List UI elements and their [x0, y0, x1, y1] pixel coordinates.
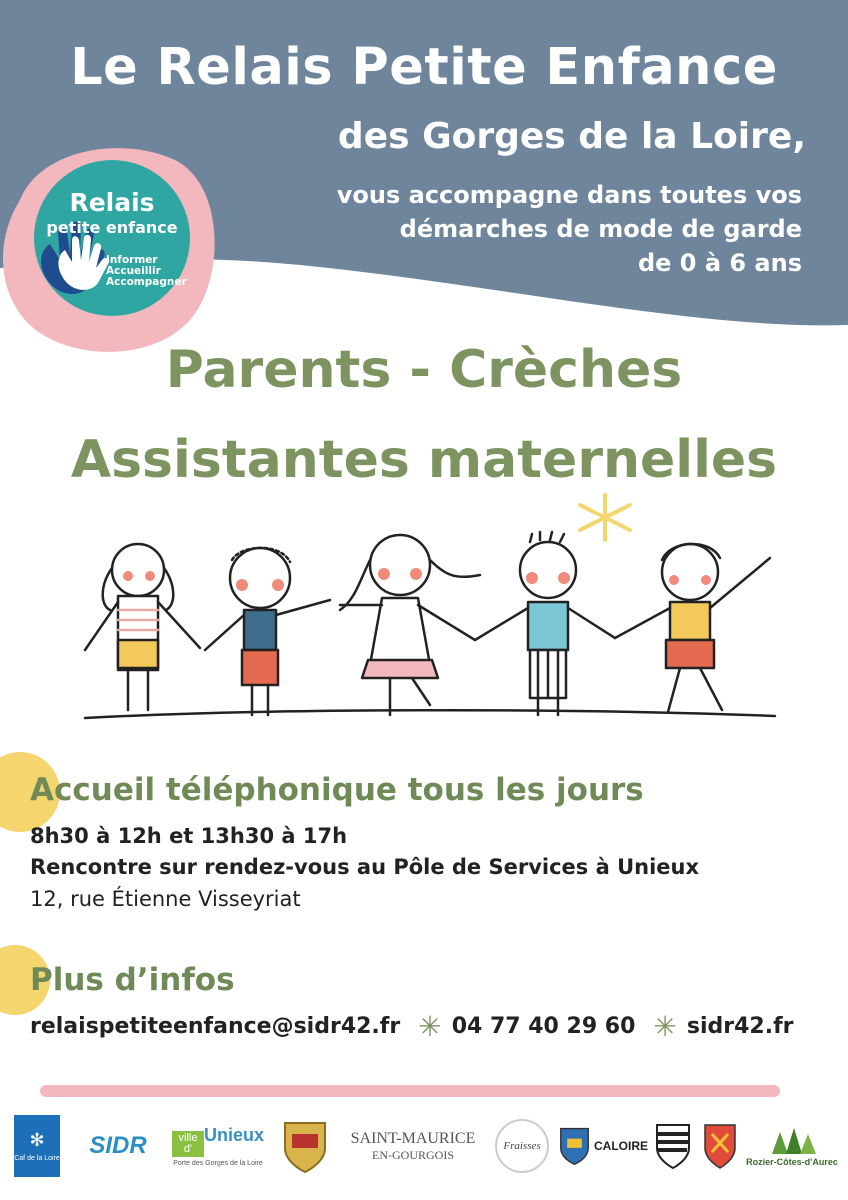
contact-row [30, 1010, 794, 1043]
shield-icon [654, 1122, 692, 1170]
child-figure [475, 532, 615, 715]
audience-line1: Parents - Crèches [165, 340, 683, 400]
relais-logo [0, 140, 230, 360]
partner-logos [0, 1115, 848, 1185]
divider-bar [40, 1085, 780, 1097]
trees-icon [762, 1126, 822, 1156]
shield-icon [702, 1122, 738, 1170]
logo-tag-line: Accueillir [106, 265, 161, 277]
asterisk-icon: ✳ [418, 1010, 442, 1043]
reception-address: 12, rue Étienne Visseyriat [30, 887, 301, 911]
aboen-logo [652, 1115, 694, 1177]
rozier-logo: Rozier-Côtes-d'Aurec [742, 1115, 842, 1177]
sidr-logo: SIDR [89, 1132, 147, 1159]
subtitle-line: démarches de mode de garde [399, 215, 802, 243]
child-figure [85, 544, 200, 710]
unieux-logo: ville d' Unieux Porte des Gorges de la Loire [173, 1124, 264, 1167]
phone-link[interactable]: 04 77 40 29 60 [451, 1014, 636, 1039]
info-title: Plus d’infos [30, 962, 235, 998]
shield-logo [700, 1115, 740, 1177]
header-subtitle [337, 178, 802, 280]
child-figure [615, 544, 770, 712]
main-title-line2: des Gorges de la Loire, [337, 116, 806, 157]
subtitle-line: de 0 à 6 ans [637, 249, 802, 277]
logo-title: Relais [69, 188, 155, 217]
logo-tag-line: Informer [106, 254, 158, 266]
main-title: Le Relais Petite Enfance [70, 38, 778, 97]
saint-maurice-logo: SAINT-MAURICE EN-GOURGOIS [350, 1130, 476, 1162]
sun-sparkle-icon [580, 495, 630, 540]
email-link[interactable]: relaispetiteenfance@sidr42.fr [30, 1014, 401, 1039]
audience-line2: Assistantes maternelles [70, 430, 778, 490]
logo-subtitle: petite enfance [46, 218, 178, 237]
shield-icon [280, 1118, 330, 1174]
website-link[interactable]: sidr42.fr [686, 1014, 794, 1039]
children-illustration [70, 490, 790, 735]
caf-flower-icon: ✻ [29, 1130, 45, 1151]
child-figure [340, 535, 480, 715]
asterisk-icon: ✳ [653, 1010, 677, 1043]
fraisses-logo: Fraisses [494, 1115, 550, 1177]
child-figure [205, 548, 330, 715]
caloire-logo: CALOIRE [558, 1115, 648, 1177]
reception-hours: 8h30 à 12h et 13h30 à 17h [30, 824, 348, 848]
reception-title: Accueil téléphonique tous les jours [30, 772, 644, 808]
crest-logo [276, 1115, 334, 1177]
caf-logo: ✻ Caf de la Loire [14, 1115, 60, 1177]
logo-tagline [106, 255, 187, 288]
logo-tag-line: Accompagner [106, 276, 187, 288]
reception-meeting: Rencontre sur rendez-vous au Pôle de Services à Unieux [30, 855, 700, 879]
subtitle-line: vous accompagne dans toutes vos [336, 181, 802, 209]
shield-icon [558, 1124, 591, 1168]
